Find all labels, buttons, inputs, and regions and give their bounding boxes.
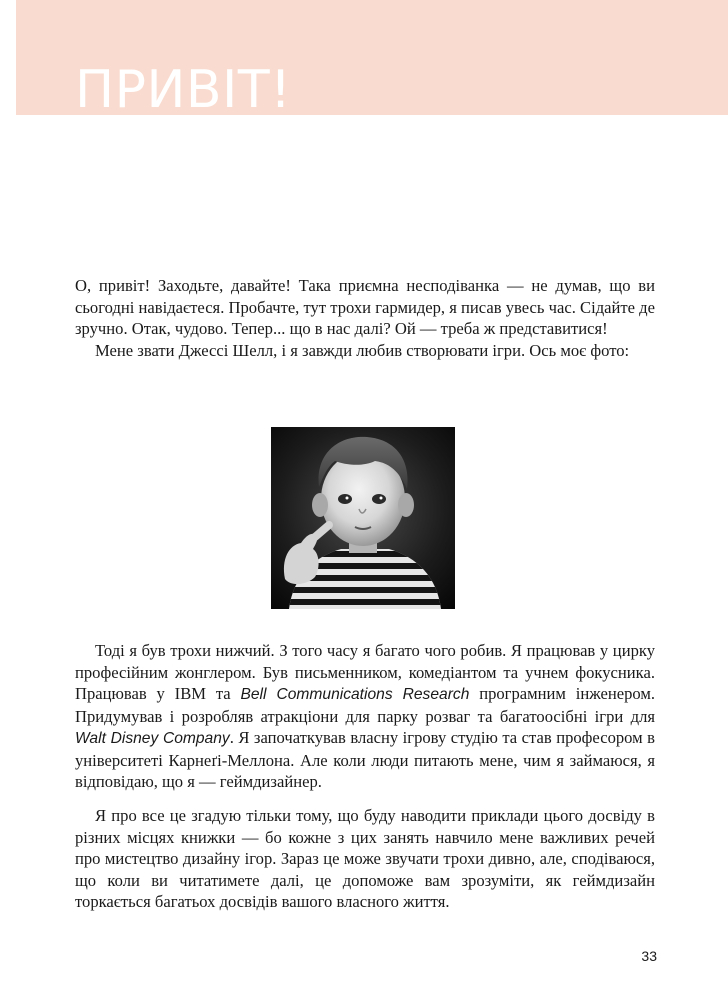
chapter-title: ПРИВІТ!	[75, 60, 292, 120]
career-text-part2: програмним інженером. Придумував і розробляв атракціони для парку розваг та багатоосібні ігри для	[75, 684, 655, 726]
reasons-paragraph: Я про все це згадую тільки тому, що буду наводити приклади цього досвіду в різних місцях книжки — бо кожне з цих занять навчило мене важливих речей про мистецтво дизайну ігор. Зараз це може звучати трохи дивно, але, сподіваюся, що коли ви читатимете далі, це допоможе вам зрозуміти, як геймдизайн торкається багатьох досвідів вашого власного життя.	[75, 806, 655, 911]
intro-name-paragraph: Мене звати Джессі Шелл, і я завжди любив створювати ігри. Ось моє фото:	[95, 340, 630, 360]
company-name-disney: Walt Disney Company	[75, 730, 230, 747]
intro-section	[75, 275, 655, 361]
reasons-section	[75, 805, 655, 913]
career-section	[75, 640, 655, 793]
page-number: 33	[641, 948, 657, 964]
intro-paragraph: О, привіт! Заходьте, давайте! Така приємна несподіванка — не думав, що ви сьогодні навідаєтеся. Пробачте, тут трохи гармидер, я писав увесь час. Сідайте де зручно. Отак, чудово. Тепер... що в нас далі? Ой — треба ж представитися!	[75, 276, 655, 338]
author-childhood-photo	[271, 427, 455, 609]
company-name-bell: Bell Communications Research	[240, 686, 470, 703]
career-paragraph	[75, 640, 655, 793]
career-text-part1: Тоді я був трохи нижчий. З того часу я багато чого робив. Я працював у цирку професійним жонглером. Був письменником, комедіантом та учнем фокусника. Працював у IBM та	[75, 641, 655, 703]
career-text-part3: . Я започаткував власну ігрову студію та став професором в університеті Карнеґі-Меллона. Але коли люди питають мене, чим я займаюся, я відповідаю, що я — геймдизайнер.	[75, 728, 655, 791]
